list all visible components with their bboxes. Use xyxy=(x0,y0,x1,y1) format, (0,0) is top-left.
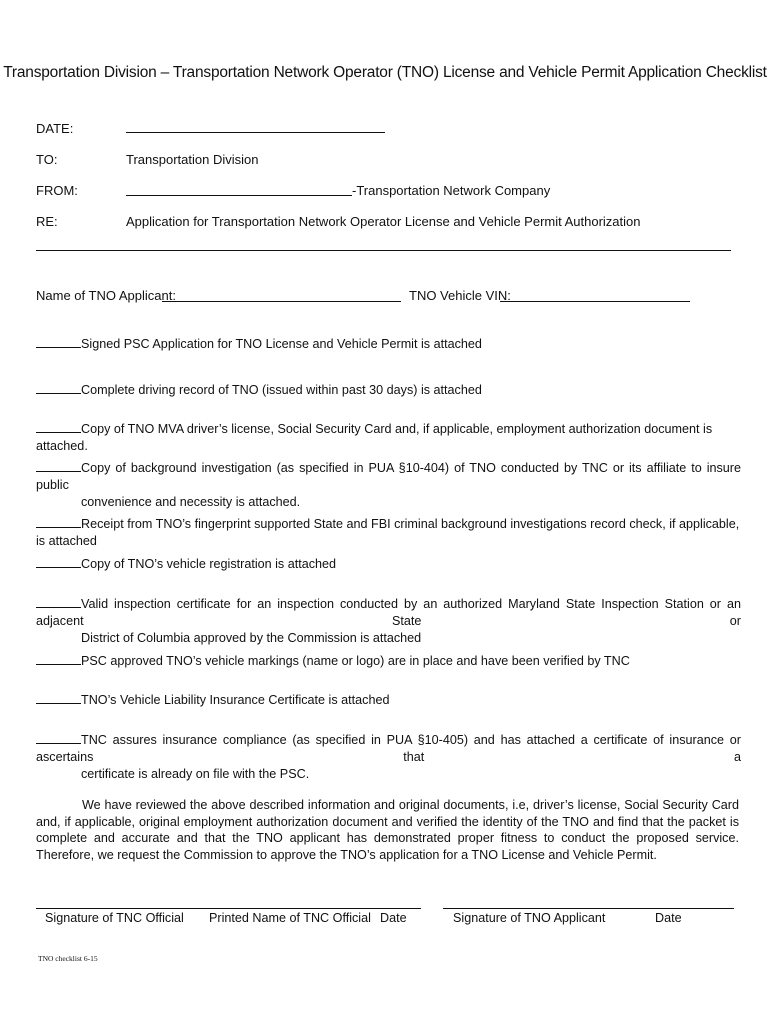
check-blank[interactable] xyxy=(36,336,81,348)
checklist-text: Copy of TNO’s vehicle registration is attached xyxy=(81,557,337,571)
date-label: DATE: xyxy=(36,121,74,136)
check-blank[interactable] xyxy=(36,596,81,608)
checklist-text: Complete driving record of TNO (issued within past 30 days) is attached xyxy=(81,383,482,397)
checklist-text-continued: convenience and necessity is attached. xyxy=(81,495,301,509)
statement-text: We have reviewed the above described information and original documents, i.e, driver’s license, Social Security Card and, if applicable, original employment authorization document and verified the identity of the TNO and find that the packet is complete and accurate and that the TNO applicant has demonstrated proper fitness to conduct the proposed service. Therefore, we request the Commission to approve the TNO’s application for a TNO License and Vehicle Permit. xyxy=(36,798,739,862)
vin-label: TNO Vehicle VIN: xyxy=(409,288,511,303)
certification-statement xyxy=(36,797,739,863)
checklist-text-continued: certificate is already on file with the PSC. xyxy=(81,767,310,781)
tnc-date-label: Date xyxy=(380,911,407,925)
check-blank[interactable] xyxy=(36,732,81,744)
applicant-label: Name of TNO Applicant: xyxy=(36,288,176,303)
checklist-text: Copy of TNO MVA driver’s license, Social Security Card and, if applicable, employment authorization document is attached. xyxy=(36,422,713,453)
page-title: Transportation Division – Transportation Network Operator (TNO) License and Vehicle Permit Application Checklist xyxy=(3,64,767,81)
checklist-text: Receipt from TNO’s fingerprint supported State and FBI criminal background investigations record check, if applicable, is attached xyxy=(36,517,740,548)
tnc-printed-name-label: Printed Name of TNC Official xyxy=(209,911,371,925)
tno-signature-label: Signature of TNO Applicant xyxy=(453,911,606,925)
checklist-text: TNC assures insurance compliance (as specified in PUA §10-405) and has attached a certificate of insurance or ascertains that a xyxy=(36,733,741,764)
checklist-item xyxy=(36,692,741,709)
checklist-text-continued: District of Columbia approved by the Commission is attached xyxy=(81,631,422,645)
checklist-item xyxy=(36,596,741,647)
from-label: FROM: xyxy=(36,183,78,198)
tnc-signature-label: Signature of TNC Official xyxy=(45,911,184,925)
checklist-text: PSC approved TNO’s vehicle markings (name or logo) are in place and have been verified by TNC xyxy=(81,654,630,668)
check-blank[interactable] xyxy=(36,516,81,528)
date-field[interactable] xyxy=(126,119,385,133)
check-blank[interactable] xyxy=(36,653,81,665)
from-field[interactable] xyxy=(126,181,352,196)
check-blank[interactable] xyxy=(36,556,81,568)
to-value: Transportation Division xyxy=(126,152,259,167)
vin-field[interactable] xyxy=(500,288,690,302)
header-divider xyxy=(36,250,731,251)
re-label: RE: xyxy=(36,214,58,229)
re-value: Application for Transportation Network Operator License and Vehicle Permit Authorization xyxy=(126,214,641,229)
checklist-item xyxy=(36,556,741,573)
to-label: TO: xyxy=(36,152,58,167)
checklist-text: Copy of background investigation (as specified in PUA §10-404) of TNO conducted by TNC or its affiliate to insure public xyxy=(36,461,741,492)
applicant-field[interactable] xyxy=(162,288,401,302)
checklist-item xyxy=(36,516,741,550)
footer-note: TNO checklist 6-15 xyxy=(38,954,98,963)
checklist-item xyxy=(36,421,741,455)
check-blank[interactable] xyxy=(36,692,81,704)
checklist-text: Signed PSC Application for TNO License and Vehicle Permit is attached xyxy=(81,337,482,351)
checklist-item xyxy=(36,336,741,353)
check-blank[interactable] xyxy=(36,460,81,472)
checklist-text: TNO’s Vehicle Liability Insurance Certificate is attached xyxy=(81,693,390,707)
tno-date-label: Date xyxy=(655,911,682,925)
checklist-text: Valid inspection certificate for an inspection conducted by an authorized Maryland State Inspection Station or an adjacent State or xyxy=(36,597,741,628)
tnc-signature-line[interactable] xyxy=(36,908,421,909)
from-suffix: -Transportation Network Company xyxy=(352,183,551,198)
check-blank[interactable] xyxy=(36,421,81,433)
tno-signature-line[interactable] xyxy=(443,908,734,909)
checklist-item xyxy=(36,460,741,511)
check-blank[interactable] xyxy=(36,382,81,394)
checklist-item xyxy=(36,732,741,783)
checklist-item xyxy=(36,382,741,399)
checklist-item xyxy=(36,653,741,670)
